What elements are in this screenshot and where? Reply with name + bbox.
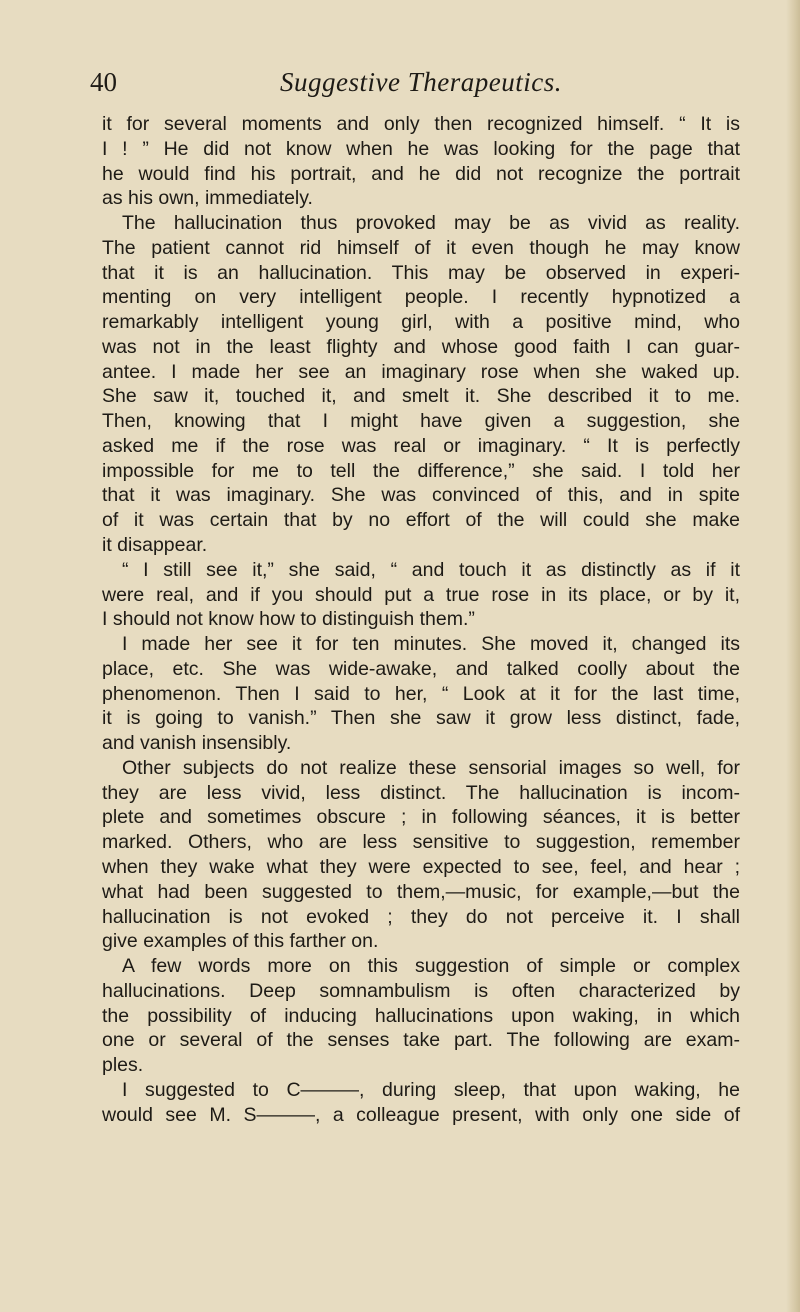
text-line: he would find his portrait, and he did not recognize the portrait xyxy=(102,162,740,185)
text-line: I ! ” He did not know when he was looking for the page that xyxy=(102,137,740,160)
text-line: I made her see it for ten minutes. She moved it, changed its xyxy=(122,633,740,656)
text-line: “ I still see it,” she said, “ and touch it as distinctly as if it xyxy=(122,558,740,581)
text-line: as his own, immediately. xyxy=(102,187,313,210)
text-line: hallucination is not evoked ; they do not perceive it. I shall xyxy=(102,905,740,928)
text-line: Then, knowing that I might have given a suggestion, she xyxy=(102,410,740,433)
text-line: Other subjects do not realize these sensorial images so well, for xyxy=(122,756,740,779)
text-line: A few words more on this suggestion of simple or complex xyxy=(122,955,740,978)
text-line: that it is an hallucination. This may be observed in experi- xyxy=(102,261,740,284)
text-line: and vanish insensibly. xyxy=(102,732,292,755)
text-line: antee. I made her see an imaginary rose when she waked up. xyxy=(102,360,740,383)
text-line: would see M. S———, a colleague present, with only one side of xyxy=(102,1103,740,1126)
text-line: the possibility of inducing hallucinations upon waking, in which xyxy=(102,1004,740,1027)
text-line: what had been suggested to them,—music, for example,—but the xyxy=(102,880,740,903)
text-line: give examples of this farther on. xyxy=(102,930,379,953)
text-line: was not in the least flighty and whose good faith I can guar- xyxy=(102,335,740,358)
text-line: remarkably intelligent young girl, with a positive mind, who xyxy=(102,311,740,334)
page-edge-shadow xyxy=(786,0,800,1312)
text-line: hallucinations. Deep somnambulism is often characterized by xyxy=(102,979,740,1002)
text-line: it for several moments and only then recognized himself. “ It is xyxy=(102,113,740,135)
text-line: ples. xyxy=(102,1054,144,1077)
text-line: one or several of the senses take part. The following are exam- xyxy=(102,1029,740,1052)
text-line: plete and sometimes obscure ; in following séances, it is better xyxy=(102,806,740,829)
text-line: place, etc. She was wide-awake, and talked coolly about the xyxy=(102,657,740,680)
text-line: it disappear. xyxy=(102,534,208,557)
text-line: when they wake what they were expected to see, feel, and hear ; xyxy=(102,855,740,878)
text-line: The patient cannot rid himself of it even though he may know xyxy=(102,236,740,259)
text-line: they are less vivid, less distinct. The hallucination is incom- xyxy=(102,781,740,804)
text-line: that it was imaginary. She was convinced of this, and in spite xyxy=(102,484,740,507)
text-line: I should not know how to distinguish them.” xyxy=(102,608,475,631)
text-line: it is going to vanish.” Then she saw it grow less distinct, fade, xyxy=(102,707,740,730)
text-line: She saw it, touched it, and smelt it. She described it to me. xyxy=(102,385,740,408)
text-line: menting on very intelligent people. I recently hypnotized a xyxy=(102,286,740,309)
text-line: impossible for me to tell the difference,” she said. I told her xyxy=(102,459,740,482)
text-line: asked me if the rose was real or imaginary. “ It is perfectly xyxy=(102,434,740,457)
running-head xyxy=(90,66,740,100)
running-title: Suggestive Therapeutics. xyxy=(280,67,562,97)
text-line: marked. Others, who are less sensitive to suggestion, remember xyxy=(102,831,740,854)
text-line: of it was certain that by no effort of the will could she make xyxy=(102,509,740,532)
body-text xyxy=(102,112,740,1127)
text-line: phenomenon. Then I said to her, “ Look at it for the last time, xyxy=(102,682,740,705)
text-line: I suggested to C———, during sleep, that upon waking, he xyxy=(122,1078,740,1101)
text-line: The hallucination thus provoked may be as vivid as reality. xyxy=(122,212,740,235)
page-number: 40 xyxy=(90,67,117,97)
text-line: were real, and if you should put a true rose in its place, or by it, xyxy=(102,583,740,606)
